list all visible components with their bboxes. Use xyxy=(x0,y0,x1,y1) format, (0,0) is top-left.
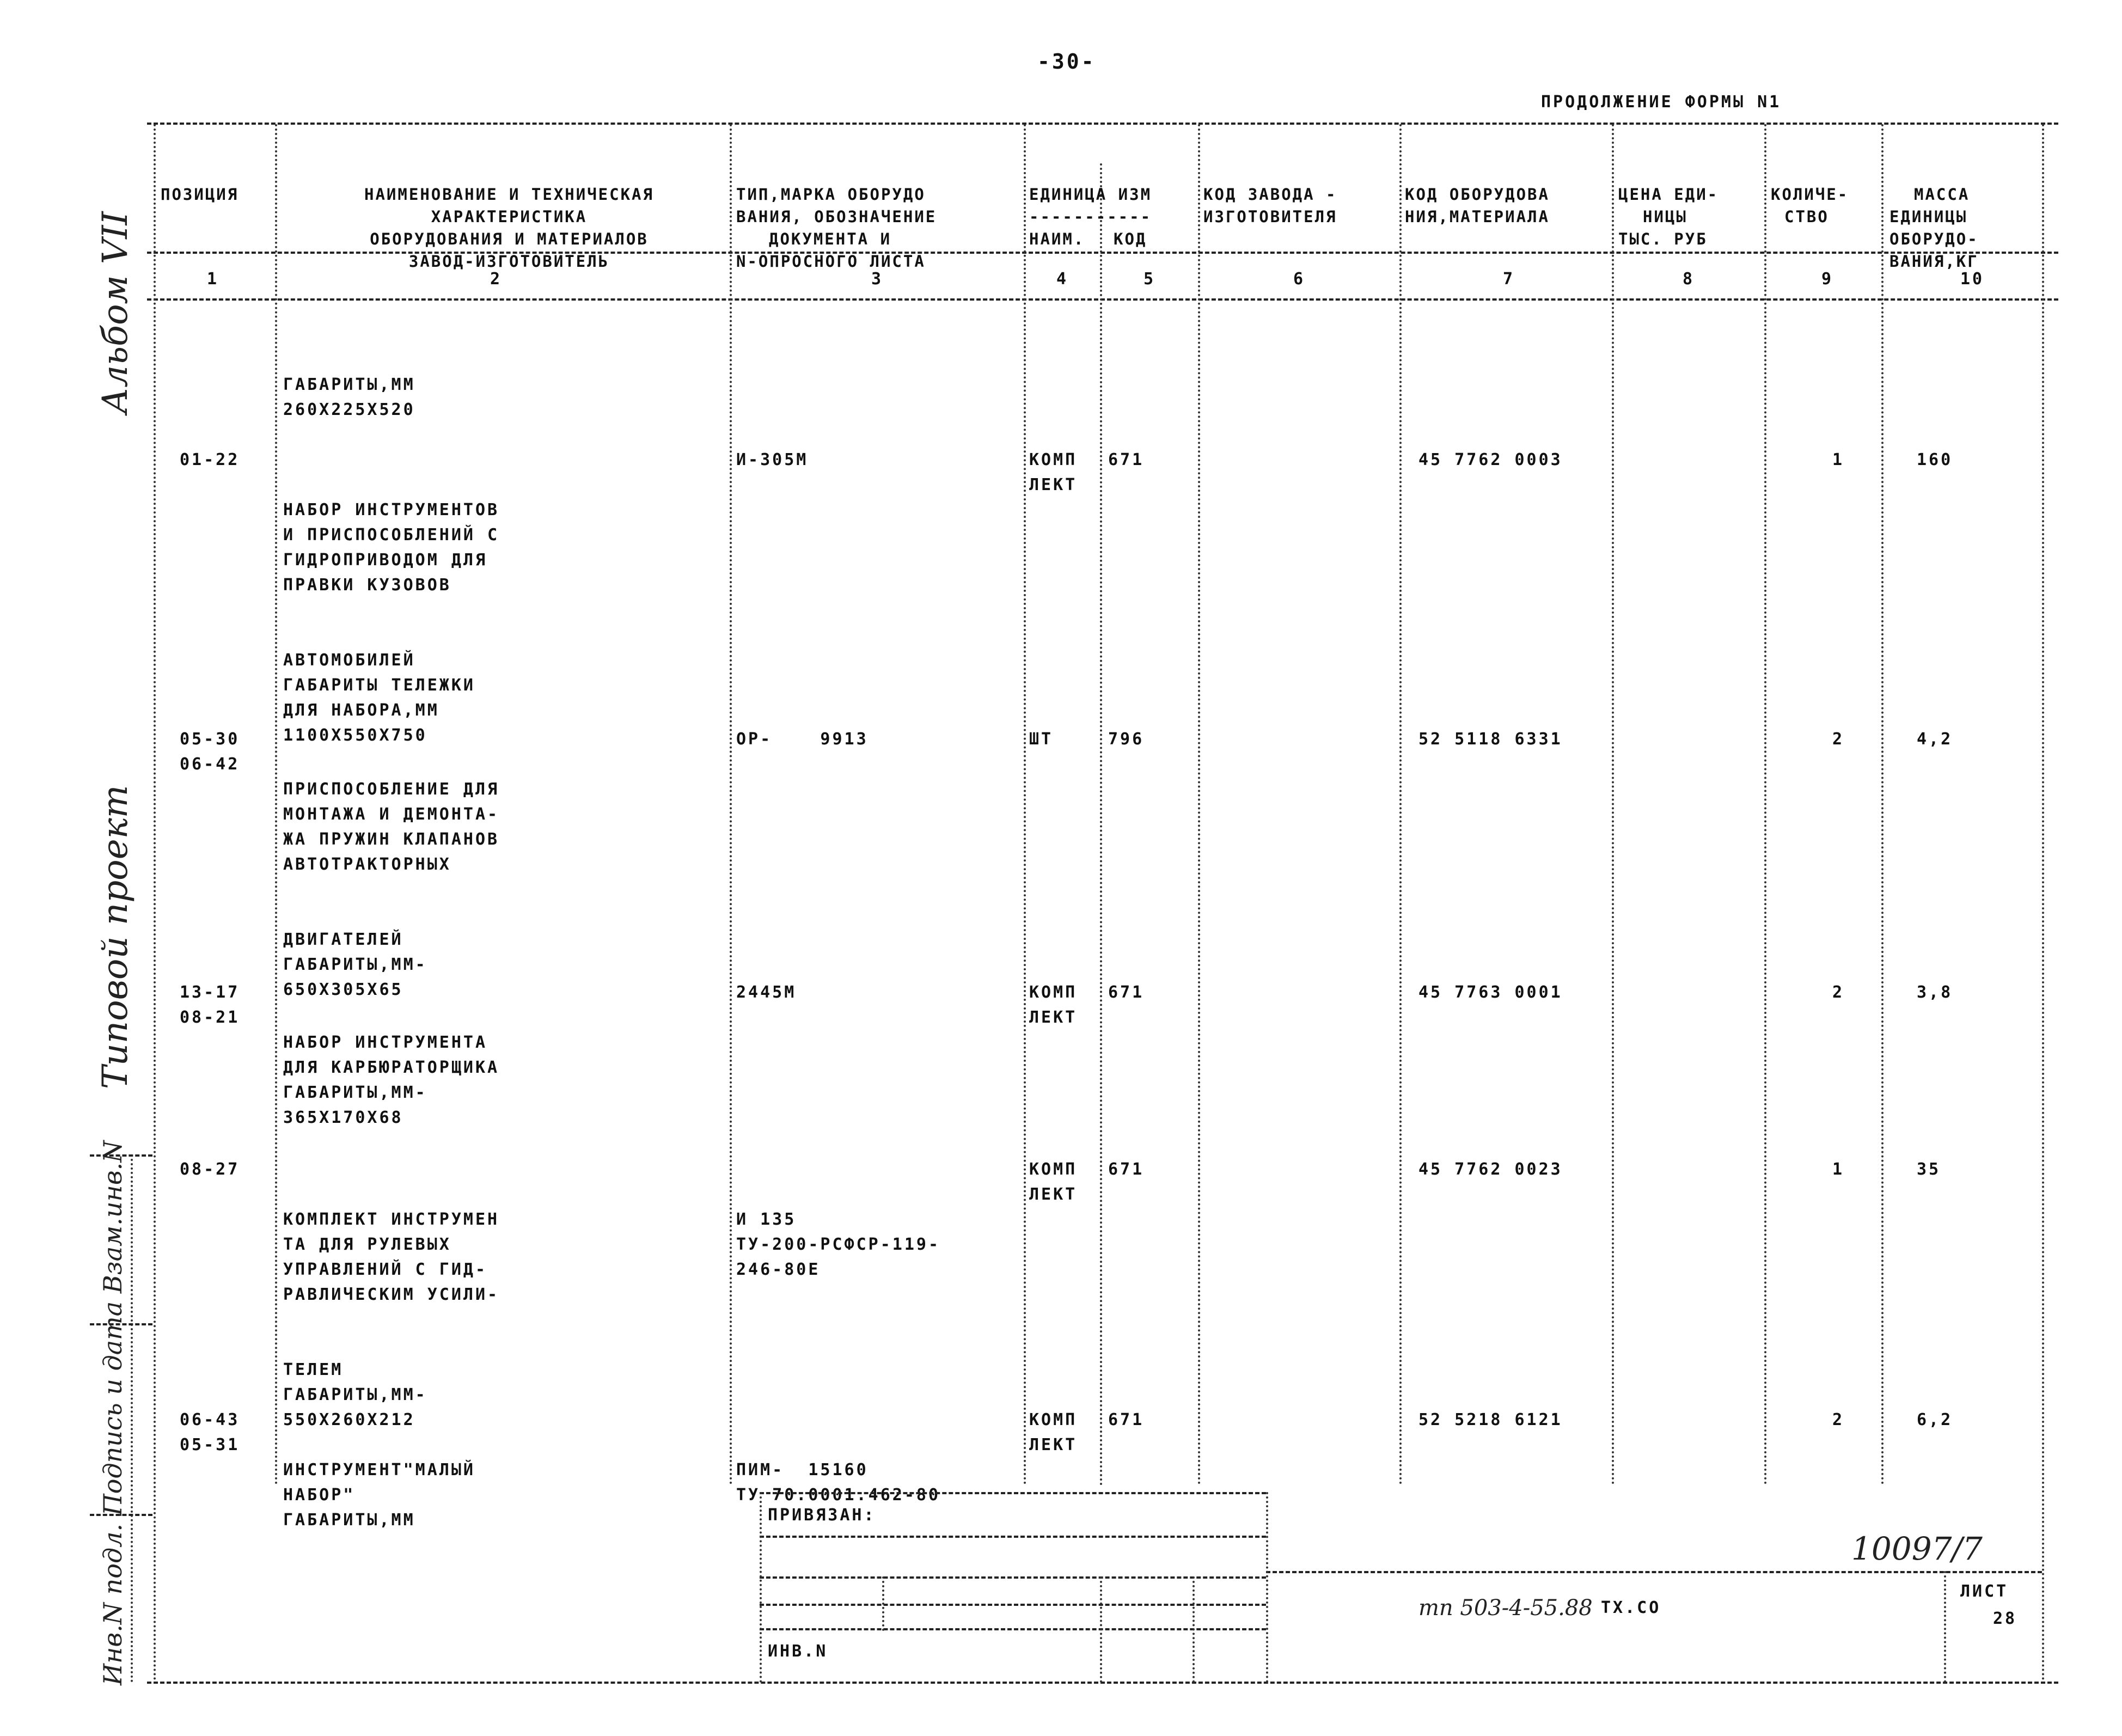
row-3-equip-code: 45 7763 0001 xyxy=(1418,983,1563,1002)
row-3-pos: 13-17 08-21 xyxy=(180,983,240,1027)
stamp-rule-2 xyxy=(760,1536,1266,1538)
row-4-equip-code: 45 7762 0023 xyxy=(1418,1160,1563,1179)
stamp-sheet-label: ЛИСТ xyxy=(1960,1582,2009,1601)
page-number: -30- xyxy=(1037,50,1096,74)
colnum-4: 4 xyxy=(1056,270,1069,289)
row-3-mass: 3,8 xyxy=(1917,983,1953,1002)
row-3-qty: 2 xyxy=(1832,983,1845,1002)
stamp-sep-c xyxy=(1100,1576,1102,1683)
stamp-inv: ИНВ.N xyxy=(768,1642,828,1661)
row-5-code: 671 xyxy=(1108,1410,1145,1429)
col-sep-3 xyxy=(1024,124,1026,1486)
margin-rule-top xyxy=(90,1154,152,1157)
row-1-equip-code: 45 7762 0003 xyxy=(1418,450,1563,469)
row-2-equip-code: 52 5118 6331 xyxy=(1418,730,1563,749)
stamp-privyazan: ПРИВЯЗАН: xyxy=(768,1506,876,1525)
col-sep-5 xyxy=(1198,124,1200,1486)
stamp-sep-b xyxy=(882,1576,884,1631)
margin-rule-mid1 xyxy=(90,1323,152,1325)
row-1-mass: 160 xyxy=(1917,450,1953,469)
stamp-sep-f xyxy=(1944,1571,1946,1683)
row-5-unit: КОМП ЛЕКТ xyxy=(1029,1410,1078,1454)
header-col-8: ЦЕНА ЕДИ- НИЦЫ ТЫС. РУБ xyxy=(1618,185,1719,248)
rule-top xyxy=(147,123,2058,125)
col-sep-2 xyxy=(730,124,732,1486)
col-sep-0 xyxy=(154,124,156,1682)
row-4-pos: 08-27 xyxy=(180,1160,240,1179)
row-5-pos: 06-43 05-31 xyxy=(180,1410,240,1454)
row-2-qty: 2 xyxy=(1832,730,1845,749)
rule-bottom xyxy=(147,1682,2058,1684)
row-1-pos: 01-22 xyxy=(180,450,240,469)
col-sep-4 xyxy=(1100,163,1102,1487)
header-col-6: КОД ЗАВОДА - ИЗГОТОВИТЕЛЯ xyxy=(1203,185,1337,226)
row-4-type: И 135 ТУ-200-РСФСР-119- 246-80Е xyxy=(736,1210,941,1279)
row-0-name: ГАБАРИТЫ,ММ 260Х225Х520 xyxy=(283,375,415,419)
stamp-rule-4 xyxy=(760,1604,1266,1606)
row-1-name: НАБОР ИНСТРУМЕНТОВ И ПРИСПОСОБЛЕНИЙ С ГИДРОПРИВОДОМ ДЛЯ ПРАВКИ КУЗОВОВ АВТОМОБИЛЕЙ ГАБАРИТЫ ТЕЛЕЖКИ ДЛЯ НАБОРА,ММ 1100Х550Х750 xyxy=(283,500,500,745)
margin-album: Альбом VII xyxy=(95,211,136,414)
col-sep-10 xyxy=(2042,124,2044,1682)
continuation-label: ПРОДОЛЖЕНИЕ ФОРМЫ N1 xyxy=(1541,93,1782,112)
row-3-name: НАБОР ИНСТРУМЕНТА ДЛЯ КАРБЮРАТОРЩИКА ГАБАРИТЫ,ММ- 365Х170Х68 xyxy=(283,1033,500,1127)
stamp-rule-1 xyxy=(760,1492,1266,1494)
row-5-name: ИНСТРУМЕНТ"МАЛЫЙ НАБОР" ГАБАРИТЫ,ММ xyxy=(283,1460,475,1530)
header-col-5: КОД xyxy=(1114,230,1147,248)
header-col-10: МАССА ЕДИНИЦЫ ОБОРУДО- ВАНИЯ,КГ xyxy=(1889,185,1979,271)
row-1-code: 671 xyxy=(1108,450,1145,469)
row-2-unit: ШТ xyxy=(1029,730,1054,749)
row-3-code: 671 xyxy=(1108,983,1145,1002)
header-col-1: ПОЗИЦИЯ xyxy=(161,185,239,204)
row-3-type: 2445М xyxy=(736,983,797,1002)
colnum-7: 7 xyxy=(1503,270,1515,289)
row-5-type: ПИМ- 15160 ТУ 70.0001.462-80 xyxy=(736,1460,941,1505)
stamp-doc-code: тп 503-4-55.88 xyxy=(1418,1596,1593,1621)
row-4-name: КОМПЛЕКТ ИНСТРУМЕН ТА ДЛЯ РУЛЕВЫХ УПРАВЛЕНИЙ С ГИД- РАВЛИЧЕСКИМ УСИЛИ- ТЕЛЕМ ГАБАРИТЫ,ММ- 550Х260Х212 xyxy=(283,1210,500,1429)
stamp-sep-e xyxy=(1266,1492,1268,1683)
margin-rule-outer xyxy=(131,1154,133,1683)
row-1-type: И-305М xyxy=(736,450,809,469)
colnum-3: 3 xyxy=(871,270,884,289)
row-4-qty: 1 xyxy=(1832,1160,1845,1179)
row-4-mass: 35 xyxy=(1917,1160,1941,1179)
stamp-archive-number: 10097/7 xyxy=(1851,1530,1983,1567)
row-2-code: 796 xyxy=(1108,730,1145,749)
margin-project: Типовой проект xyxy=(95,785,136,1089)
stamp-sep-d xyxy=(1193,1576,1195,1683)
colnum-10: 10 xyxy=(1960,270,1985,289)
margin-rule-mid2 xyxy=(90,1514,152,1516)
header-col-3: ТИП,МАРКА ОБОРУДО ВАНИЯ, ОБОЗНАЧЕНИЕ ДОКУМЕНТА И N-ОПРОСНОГО ЛИСТА xyxy=(736,185,937,271)
colnum-6: 6 xyxy=(1293,270,1306,289)
header-col-7: КОД ОБОРУДОВА НИЯ,МАТЕРИАЛА xyxy=(1405,185,1550,226)
rule-colnum-bottom xyxy=(147,298,2058,301)
colnum-9: 9 xyxy=(1821,270,1834,289)
stamp-sheet-number: 28 xyxy=(1993,1609,2017,1628)
row-5-mass: 6,2 xyxy=(1917,1410,1953,1429)
colnum-8: 8 xyxy=(1683,270,1695,289)
row-4-unit: КОМП ЛЕКТ xyxy=(1029,1160,1078,1204)
header-col-2: НАИМЕНОВАНИЕ И ТЕХНИЧЕСКАЯ ХАРАКТЕРИСТИКА ОБОРУДОВАНИЯ И МАТЕРИАЛОВ ЗАВОД-ИЗГОТОВИТЕЛЬ xyxy=(364,185,654,271)
row-1-qty: 1 xyxy=(1832,450,1845,469)
colnum-2: 2 xyxy=(490,270,503,289)
row-5-qty: 2 xyxy=(1832,1410,1845,1429)
row-2-type: ОР- 9913 xyxy=(736,730,869,749)
row-2-name: ПРИСПОСОБЛЕНИЕ ДЛЯ МОНТАЖА И ДЕМОНТА- ЖА ПРУЖИН КЛАПАНОВ АВТОТРАКТОРНЫХ ДВИГАТЕЛЕЙ ГАБАРИТЫ,ММ- 650Х305Х65 xyxy=(283,780,500,999)
colnum-1: 1 xyxy=(207,270,219,289)
col-sep-1 xyxy=(275,124,277,1486)
header-col-9: КОЛИЧЕ- СТВО xyxy=(1771,185,1849,226)
margin-inv-label: Инв.N подл. Подпись и дата Взам.инв.N xyxy=(98,1140,127,1685)
row-4-code: 671 xyxy=(1108,1160,1145,1179)
row-5-equip-code: 52 5218 6121 xyxy=(1418,1410,1563,1429)
row-1-unit: КОМП ЛЕКТ xyxy=(1029,450,1078,494)
stamp-rule-3 xyxy=(760,1576,1266,1579)
colnum-5: 5 xyxy=(1143,270,1156,289)
row-2-mass: 4,2 xyxy=(1917,730,1953,749)
stamp-doc-suffix: ТХ.СО xyxy=(1601,1598,1661,1617)
row-3-unit: КОМП ЛЕКТ xyxy=(1029,983,1078,1027)
row-2-pos: 05-30 06-42 xyxy=(180,730,240,774)
col-sep-8 xyxy=(1764,124,1766,1486)
col-sep-7 xyxy=(1612,124,1614,1486)
stamp-sep-a xyxy=(760,1492,762,1683)
stamp-rule-5 xyxy=(760,1628,1266,1630)
col-sep-9 xyxy=(1881,124,1883,1486)
stamp-rule-right xyxy=(1266,1571,2042,1573)
header-col-4: ЕДИНИЦА ИЗМ ----------- НАИМ. xyxy=(1029,185,1152,248)
col-sep-6 xyxy=(1399,124,1402,1486)
